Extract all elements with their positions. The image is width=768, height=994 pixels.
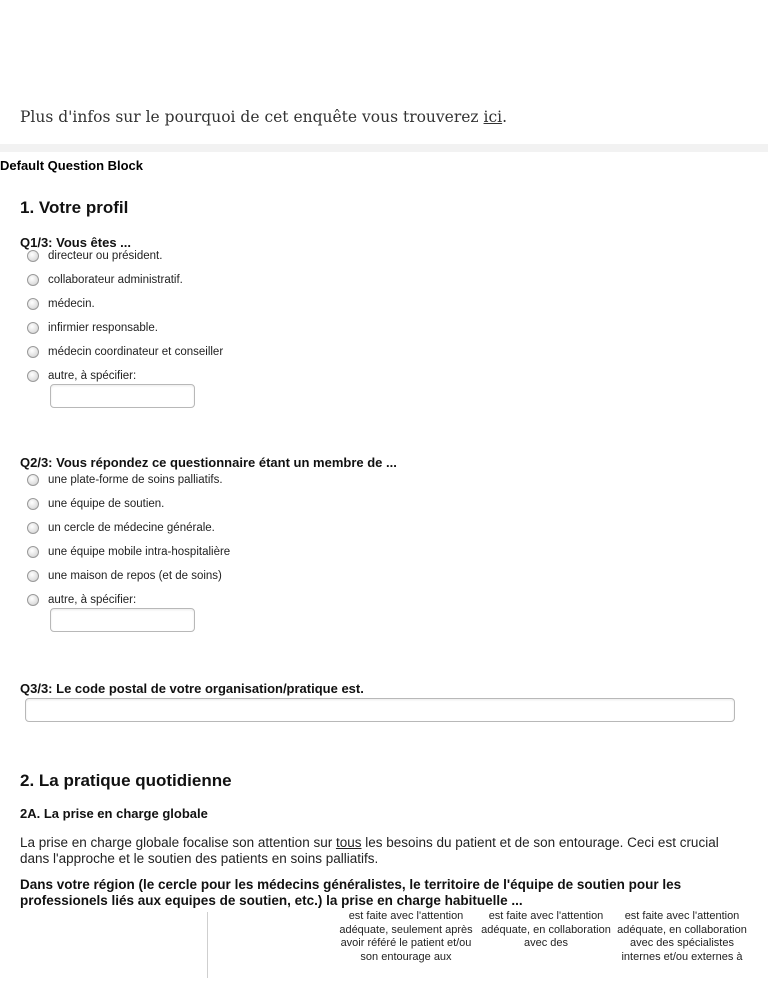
- q2-title: Q2/3: Vous répondez ce questionnaire étant un membre de ...: [20, 455, 397, 470]
- q1-option[interactable]: [27, 316, 223, 340]
- radio-icon[interactable]: [27, 322, 39, 334]
- radio-icon[interactable]: [27, 474, 39, 486]
- matrix-divider: [207, 912, 208, 978]
- option-label: infirmier responsable.: [48, 322, 158, 334]
- matrix-column-header: est faite avec l'attention adéquate, en collaboration avec des: [481, 910, 611, 949]
- radio-icon[interactable]: [27, 570, 39, 582]
- intro-text: [20, 108, 507, 126]
- description-paragraph: [20, 835, 740, 867]
- q1-option[interactable]: [27, 244, 223, 268]
- option-label: collaborateur administratif.: [48, 274, 183, 286]
- radio-icon[interactable]: [27, 346, 39, 358]
- radio-icon[interactable]: [27, 498, 39, 510]
- option-label: médecin.: [48, 298, 95, 310]
- matrix-column-header: est faite avec l'attention adéquate, seulement après avoir référé le patient et/ou son entourage aux: [339, 910, 473, 963]
- matrix-question: Dans votre région (le cercle pour les médecins généralistes, le territoire de l'équipe de soutien pour les professionels liés aux equipes de soutien, etc.) la prise en charge habituelle ...: [20, 877, 682, 908]
- option-label: médecin coordinateur et conseiller: [48, 346, 224, 358]
- radio-icon[interactable]: [27, 594, 39, 606]
- q1-other-input[interactable]: [50, 384, 195, 408]
- q1-options: [27, 244, 223, 388]
- q2-option[interactable]: [27, 540, 230, 564]
- q2-option[interactable]: [27, 492, 230, 516]
- intro-suffix: .: [502, 108, 508, 126]
- radio-icon[interactable]: [27, 522, 39, 534]
- option-label: autre, à spécifier:: [48, 370, 137, 382]
- q1-option[interactable]: [27, 340, 223, 364]
- radio-icon[interactable]: [27, 546, 39, 558]
- q2-option[interactable]: [27, 516, 230, 540]
- q1-option[interactable]: [27, 268, 223, 292]
- intro-sentence: Plus d'infos sur le pourquoi de cet enquête vous trouverez: [20, 108, 484, 126]
- matrix-column-header: est faite avec l'attention adéquate, en collaboration avec des spécialistes internes et/ou externes à: [617, 910, 747, 963]
- option-label: autre, à spécifier:: [48, 594, 137, 606]
- radio-icon[interactable]: [27, 298, 39, 310]
- q1-option[interactable]: [27, 292, 223, 316]
- q2-other-input[interactable]: [50, 608, 195, 632]
- radio-icon[interactable]: [27, 370, 39, 382]
- q1-title: Q1/3: Vous êtes ...: [20, 235, 132, 250]
- para-text-end: les besoins du patient et de son entourage. Ceci est crucial dans l'approche et le soutien des patients en soins palliatifs.: [20, 835, 719, 866]
- para-emphasis: tous: [335, 835, 362, 850]
- option-label: une équipe de soutien.: [48, 498, 165, 510]
- option-label: directeur ou président.: [48, 250, 163, 262]
- q3-title: Q3/3: Le code postal de votre organisation/pratique est.: [20, 681, 364, 696]
- para-text-start: La prise en charge globale focalise son attention sur: [20, 835, 336, 850]
- info-link[interactable]: ici: [483, 108, 503, 126]
- option-label: une maison de repos (et de soins): [48, 570, 222, 582]
- q2-option[interactable]: [27, 564, 230, 588]
- subsection-title: 2A. La prise en charge globale: [20, 806, 208, 821]
- option-label: une équipe mobile intra-hospitalière: [48, 546, 231, 558]
- radio-icon[interactable]: [27, 274, 39, 286]
- section-title-profile: 1. Votre profil: [20, 198, 129, 217]
- question-block-title: Default Question Block: [0, 158, 144, 173]
- postal-code-input[interactable]: [25, 698, 735, 722]
- radio-icon[interactable]: [27, 250, 39, 262]
- option-label: un cercle de médecine générale.: [48, 522, 215, 534]
- q2-option[interactable]: [27, 468, 230, 492]
- section-title-practice: 2. La pratique quotidienne: [20, 771, 232, 790]
- option-label: une plate-forme de soins palliatifs.: [48, 474, 223, 486]
- header-divider-band: [0, 144, 768, 152]
- q2-options: [27, 468, 230, 612]
